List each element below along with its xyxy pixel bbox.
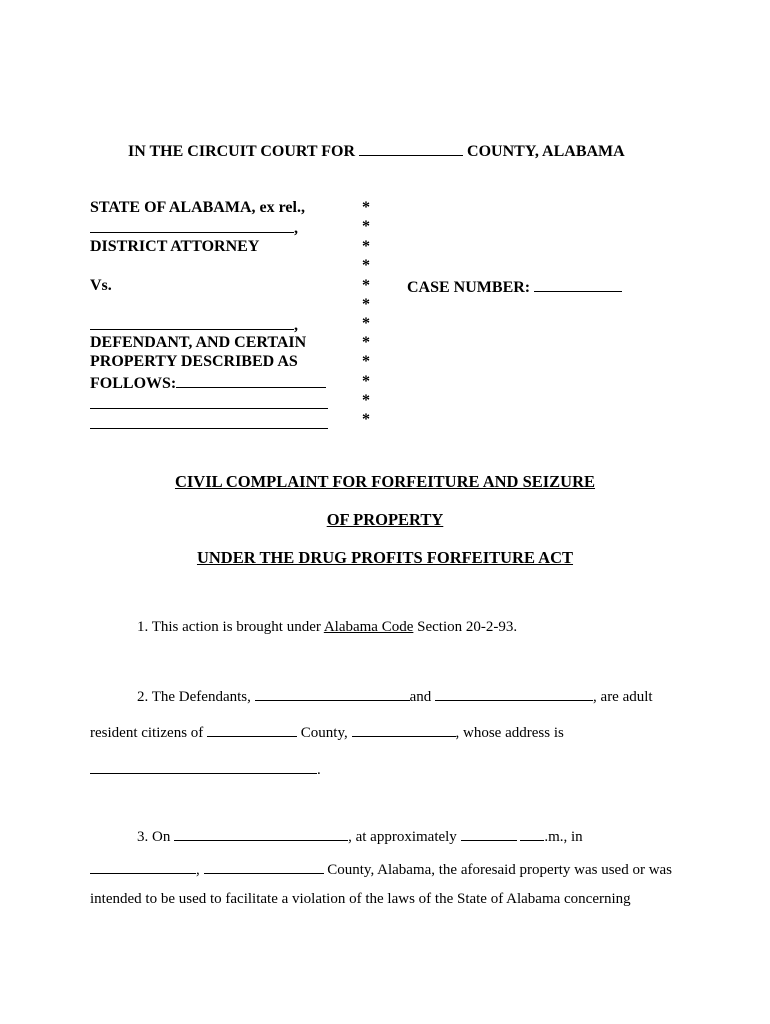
property-blank-3	[90, 414, 328, 429]
paragraph-2-line-1	[137, 686, 653, 706]
para1-suffix: Section 20-2-93.	[417, 619, 518, 635]
defendant-1-blank	[255, 686, 410, 701]
case-number-blank	[534, 277, 622, 292]
caption-asterisk: *	[362, 392, 370, 409]
caption-asterisk: *	[362, 199, 370, 216]
paragraph-2-line-2	[90, 722, 564, 742]
defendant-line-2: PROPERTY DESCRIBED AS	[90, 353, 298, 370]
paragraph-1	[137, 619, 517, 636]
versus-label: Vs.	[90, 277, 112, 294]
paragraph-3-line-3: intended to be used to facilitate a violation of the laws of the State of Alabama concerning	[90, 891, 631, 907]
caption-asterisk: *	[362, 257, 370, 274]
para2-address: , whose address is	[455, 725, 564, 741]
property-blank-1	[176, 373, 326, 388]
defendant-name-blank	[90, 315, 294, 330]
caption-asterisk: *	[362, 277, 370, 294]
para3-m: .m., in	[544, 829, 583, 845]
para2-adult: , are adult	[593, 689, 653, 705]
defendant-name-line	[90, 315, 298, 335]
para2-county: County,	[300, 725, 348, 741]
case-number	[407, 277, 622, 297]
date-blank	[174, 826, 348, 841]
caption-asterisk: *	[362, 353, 370, 370]
plaintiff-name-blank	[90, 218, 294, 233]
caption-asterisk: *	[362, 373, 370, 390]
caption-asterisk: *	[362, 238, 370, 255]
complaint-title-line-3: UNDER THE DRUG PROFITS FORFEITURE ACT	[196, 548, 574, 567]
case-number-label: CASE NUMBER:	[407, 279, 531, 296]
defendant-line-1: DEFENDANT, AND CERTAIN	[90, 334, 307, 351]
court-header	[128, 141, 625, 161]
court-header-prefix: IN THE CIRCUIT COURT FOR	[128, 143, 356, 160]
para2-resident: resident citizens of	[90, 725, 204, 741]
para2-and: and	[409, 689, 432, 705]
property-blank-2	[90, 394, 328, 409]
plaintiff-line: STATE OF ALABAMA, ex rel.,	[90, 199, 305, 216]
paragraph-2-line-3	[90, 759, 321, 779]
plaintiff-name-line	[90, 218, 298, 238]
county-blank	[359, 141, 463, 156]
address-blank	[90, 759, 317, 774]
caption-asterisk: *	[362, 218, 370, 235]
caption-asterisk: *	[362, 411, 370, 428]
para1-prefix: 1. This action is brought under	[137, 619, 321, 635]
paragraph-3-line-1	[137, 826, 583, 846]
alabama-code-citation: Alabama Code	[323, 619, 414, 635]
caption-asterisk: *	[362, 315, 370, 332]
complaint-title-line-2: OF PROPERTY	[326, 510, 444, 529]
incident-county-blank	[204, 859, 324, 874]
time-blank	[461, 826, 517, 841]
resident-county-blank	[207, 722, 297, 737]
caption-asterisk: *	[362, 296, 370, 313]
plaintiff-comma: ,	[294, 220, 298, 237]
defendant-comma: ,	[294, 317, 298, 334]
para3-on: 3. On	[137, 829, 171, 845]
follows-label: FOLLOWS:	[90, 375, 177, 392]
para3-county-text: County, Alabama, the aforesaid property was used or was	[327, 862, 673, 878]
defendant-2-blank	[435, 686, 593, 701]
complaint-title-line-1: CIVIL COMPLAINT FOR FORFEITURE AND SEIZURE	[174, 472, 596, 491]
follows-line	[90, 373, 326, 393]
para3-comma: ,	[196, 862, 200, 878]
am-pm-blank	[520, 826, 544, 841]
city-blank	[90, 859, 196, 874]
district-attorney-label: DISTRICT ATTORNEY	[90, 238, 260, 255]
resident-state-blank	[352, 722, 456, 737]
paragraph-3-line-2	[90, 859, 672, 879]
caption-asterisk: *	[362, 334, 370, 351]
para2-period: .	[317, 762, 321, 778]
para3-approx: , at approximately	[348, 829, 457, 845]
court-header-suffix: COUNTY, ALABAMA	[467, 143, 625, 160]
para2-prefix: 2. The Defendants,	[137, 689, 251, 705]
